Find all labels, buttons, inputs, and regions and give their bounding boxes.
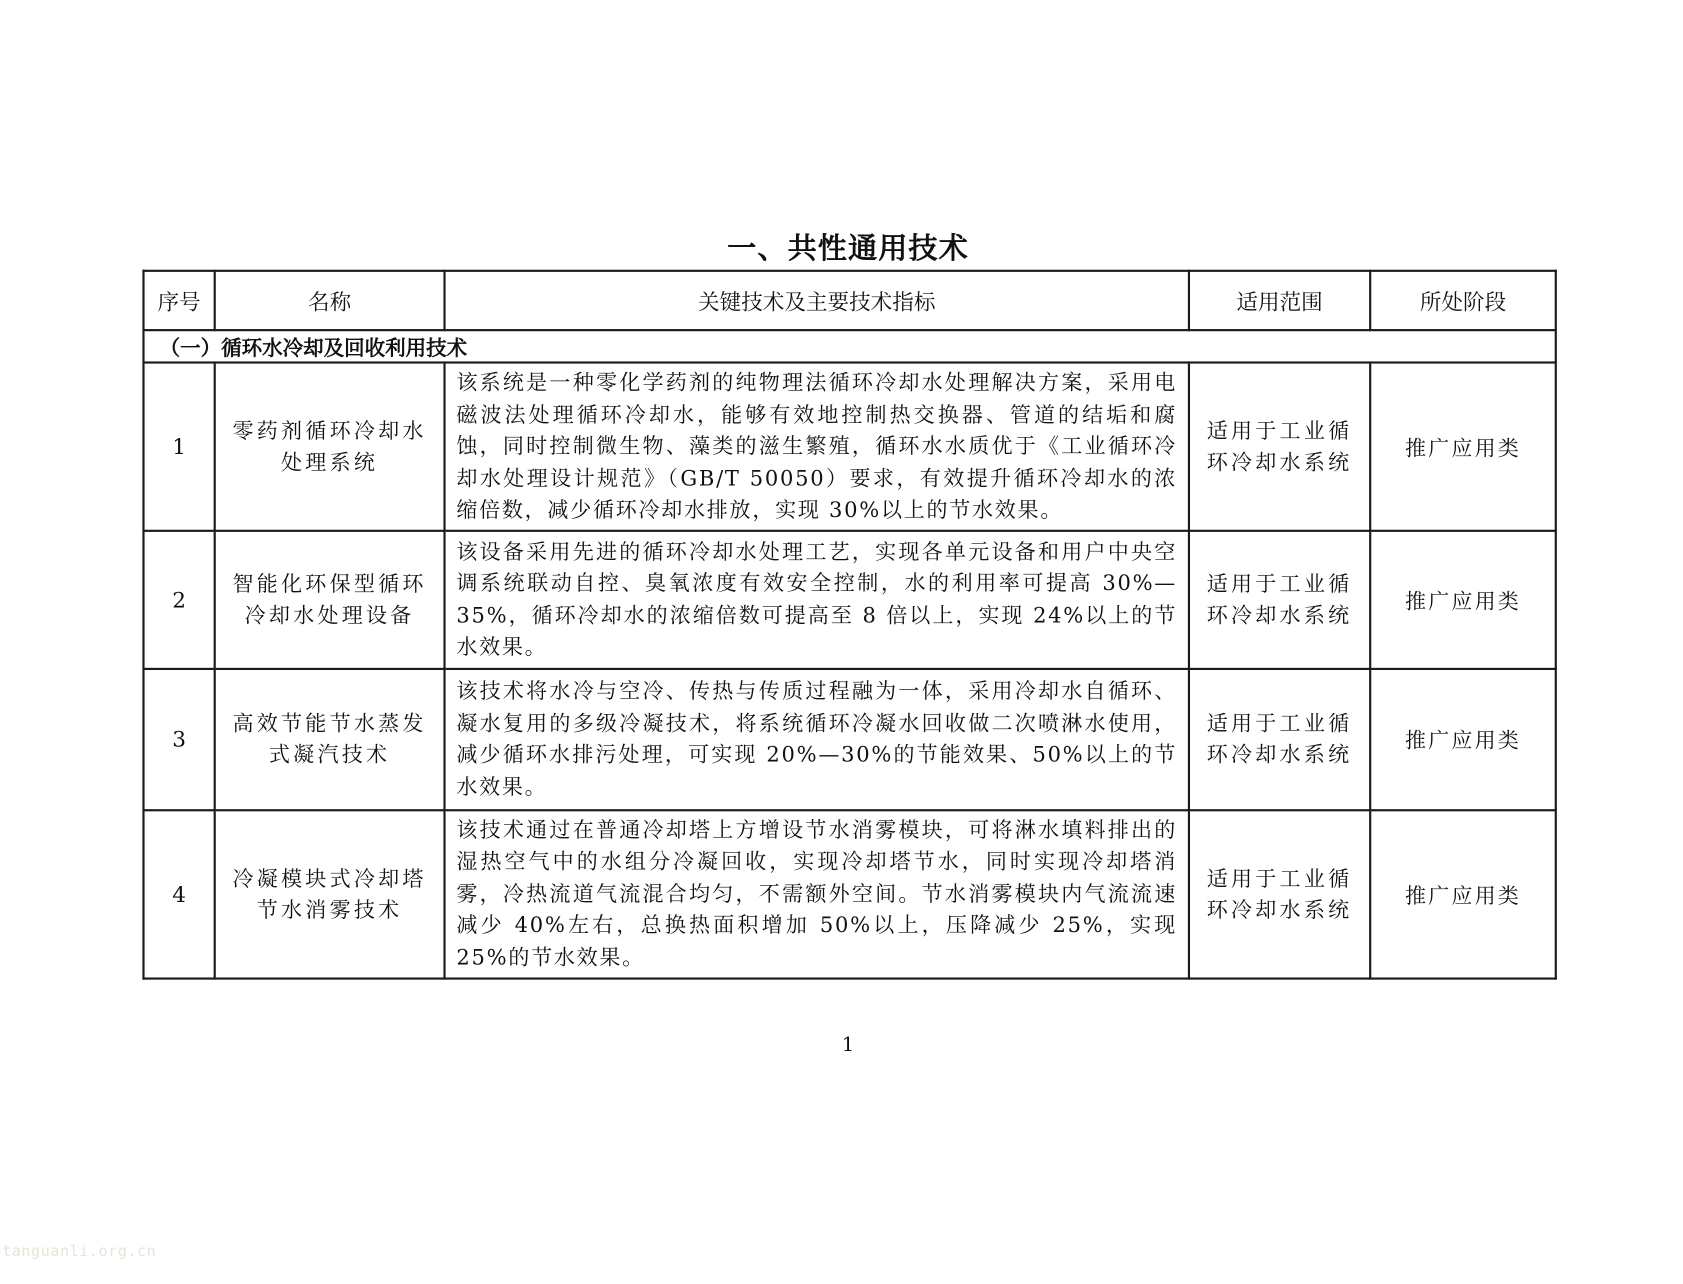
row-name: 智能化环保型循环冷却水处理设备 bbox=[215, 530, 445, 668]
row-desc: 该系统是一种零化学药剂的纯物理法循环冷却水处理解决方案，采用电磁波法处理循环冷却水，能够有效地控制热交换器、管道的结垢和腐蚀，同时控制微生物、藻类的滋生繁殖，循环水水质优于《工业循环冷却水处理设计规范》（GB/T 50050）要求，有效提升循环冷却水的浓缩倍数，减少循环冷却水排放，实现 30%以上的节水效果。 bbox=[445, 363, 1189, 531]
page-title: 一、共性通用技术 bbox=[727, 231, 969, 266]
row-scope: 适用于工业循环冷却水系统 bbox=[1189, 668, 1370, 809]
row-scope: 适用于工业循环冷却水系统 bbox=[1189, 810, 1370, 978]
row-no: 2 bbox=[143, 530, 214, 668]
row-scope: 适用于工业循环冷却水系统 bbox=[1189, 530, 1370, 668]
row-no: 4 bbox=[143, 810, 214, 978]
row-name: 冷凝模块式冷却塔节水消雾技术 bbox=[215, 810, 445, 978]
section-title: （一）循环水冷却及回收利用技术 bbox=[143, 330, 1555, 362]
row-stage: 推广应用类 bbox=[1370, 668, 1556, 809]
table-row bbox=[143, 530, 1555, 668]
row-name: 高效节能节水蒸发式凝汽技术 bbox=[215, 668, 445, 809]
table-row bbox=[143, 810, 1555, 978]
header-no: 序号 bbox=[143, 271, 214, 330]
row-stage: 推广应用类 bbox=[1370, 363, 1556, 531]
table-header-row bbox=[143, 271, 1555, 330]
table-row bbox=[143, 363, 1555, 531]
header-stage: 所处阶段 bbox=[1370, 271, 1556, 330]
header-name: 名称 bbox=[215, 271, 445, 330]
technology-table bbox=[142, 270, 1556, 979]
watermark: tanguanli.org.cn bbox=[2, 1242, 157, 1261]
row-no: 3 bbox=[143, 668, 214, 809]
section-row bbox=[143, 330, 1555, 362]
row-name: 零药剂循环冷却水处理系统 bbox=[215, 363, 445, 531]
header-scope: 适用范围 bbox=[1189, 271, 1370, 330]
row-no: 1 bbox=[143, 363, 214, 531]
row-stage: 推广应用类 bbox=[1370, 810, 1556, 978]
row-stage: 推广应用类 bbox=[1370, 530, 1556, 668]
header-desc: 关键技术及主要技术指标 bbox=[445, 271, 1189, 330]
row-desc: 该设备采用先进的循环冷却水处理工艺，实现各单元设备和用户中央空调系统联动自控、臭氧浓度有效安全控制，水的利用率可提高 30%—35%，循环冷却水的浓缩倍数可提高至 8 倍以上，实现 24%以上的节水效果。 bbox=[445, 530, 1189, 668]
page-number: 1 bbox=[841, 1033, 855, 1057]
row-desc: 该技术通过在普通冷却塔上方增设节水消雾模块，可将淋水填料排出的湿热空气中的水组分冷凝回收，实现冷却塔节水，同时实现冷却塔消雾，冷热流道气流混合均匀，不需额外空间。节水消雾模块内气流流速减少 40%左右，总换热面积增加 50%以上，压降减少 25%，实现 25%的节水效果。 bbox=[445, 810, 1189, 978]
row-desc: 该技术将水冷与空冷、传热与传质过程融为一体，采用冷却水自循环、凝水复用的多级冷凝技术，将系统循环冷凝水回收做二次喷淋水使用，减少循环水排污处理，可实现 20%—30%的节能效果、50%以上的节水效果。 bbox=[445, 668, 1189, 809]
row-scope: 适用于工业循环冷却水系统 bbox=[1189, 363, 1370, 531]
table-row bbox=[143, 668, 1555, 809]
